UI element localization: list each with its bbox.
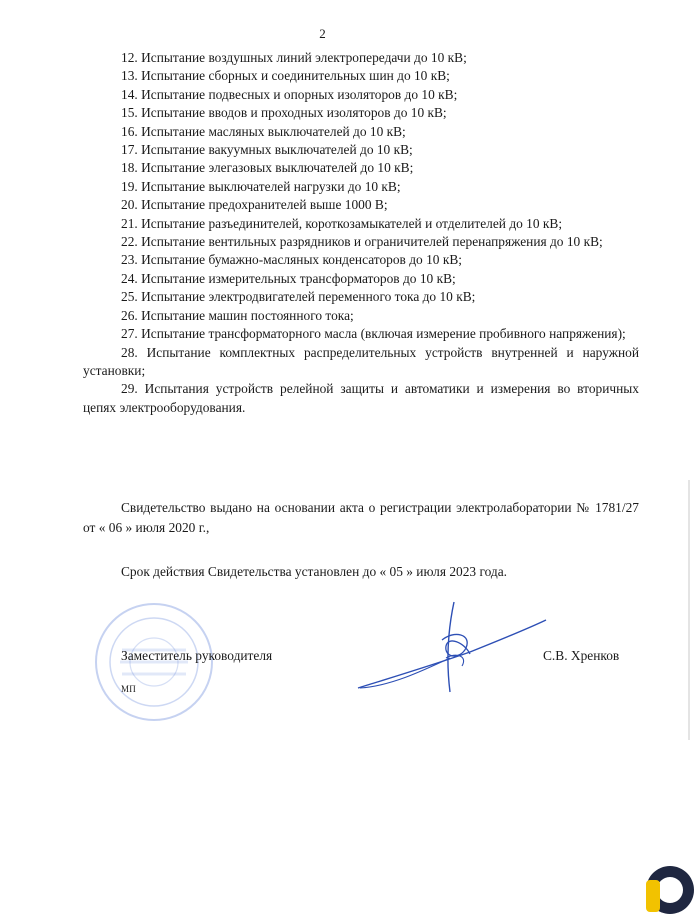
issued-basis-paragraph: Свидетельство выдано на основании акта о регистрации электролаборатории № 1781/27 от « 06 » июля 2020 г., <box>83 500 639 535</box>
signer-title: Заместитель руководителя <box>121 648 273 663</box>
list-item: 16. Испытание масляных выключателей до 10 кВ; <box>121 123 406 139</box>
list-item: 24. Испытание измерительных трансформаторов до 10 кВ; <box>121 270 456 286</box>
list-item: 12. Испытание воздушных линий электропередачи до 10 кВ; <box>121 50 467 65</box>
list-item: 13. Испытание сборных и соединительных шин до 10 кВ; <box>121 68 450 84</box>
list-item: 22. Испытание вентильных разрядников и ограничителей перенапряжения до 10 кВ; <box>121 234 603 250</box>
list-item: 20. Испытание предохранителей выше 1000 В; <box>121 197 388 213</box>
list-item: 29. Испытания устройств релейной защиты и автоматики и измерения во вторичных цепях электрооборудования. <box>83 381 639 415</box>
list-item: 15. Испытание вводов и проходных изоляторов до 10 кВ; <box>121 105 447 121</box>
list-item: 26. Испытание машин постоянного тока; <box>121 307 354 323</box>
list-item: 18. Испытание элегазовых выключателей до 10 кВ; <box>121 160 414 176</box>
stamp-place-label: МП <box>121 684 137 694</box>
handwritten-signature <box>350 600 550 700</box>
scan-edge-shadow <box>688 480 690 740</box>
validity-paragraph: Срок действия Свидетельства установлен до « 05 » июля 2023 года. <box>121 564 508 579</box>
list-item: 14. Испытание подвесных и опорных изоляторов до 10 кВ; <box>121 86 458 102</box>
brand-logo-icon <box>640 862 696 918</box>
list-item: 23. Испытание бумажно-масляных конденсаторов до 10 кВ; <box>121 252 462 268</box>
list-item: 19. Испытание выключателей нагрузки до 10 кВ; <box>121 178 401 194</box>
list-item: 21. Испытание разъединителей, короткозамыкателей и отделителей до 10 кВ; <box>121 215 563 231</box>
page-number: 2 <box>319 26 326 41</box>
test-list <box>83 49 639 417</box>
list-item: 25. Испытание электродвигателей переменного тока до 10 кВ; <box>121 289 476 305</box>
signer-name: С.В. Хренков <box>543 648 620 663</box>
list-item: 28. Испытание комплектных распределительных устройств внутренней и наружной установки; <box>83 344 639 378</box>
list-item: 27. Испытание трансформаторного масла (включая измерение пробивного напряжения); <box>121 326 626 342</box>
list-item: 17. Испытание вакуумных выключателей до 10 кВ; <box>121 142 413 158</box>
